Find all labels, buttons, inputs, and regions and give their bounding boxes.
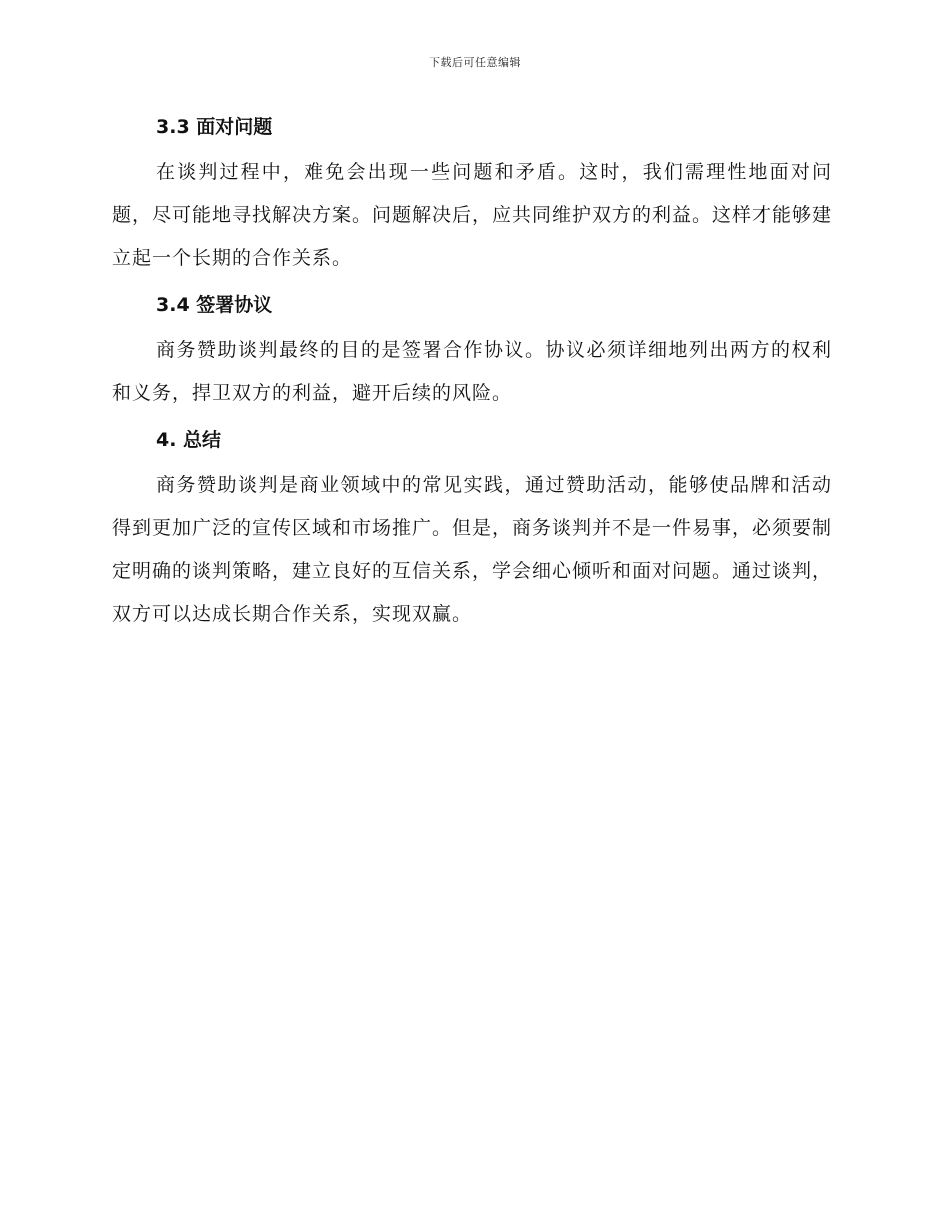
section-paragraph-4: 商务赞助谈判是商业领域中的常见实践，通过赞助活动，能够使品牌和活动得到更加广泛的宣传区域和市场推广。但是，商务谈判并不是一件易事，必须要制定明确的谈判策略，建立良好的互信关系，学会细心倾听和面对问题。通过谈判，双方可以达成长期合作关系，实现双赢。 [112,474,833,625]
section-heading-3-4: 3.4 签署协议 [156,294,273,316]
page-header: 下载后可任意编辑 [429,56,521,69]
section-paragraph-3-4: 商务赞助谈判最终的目的是签署合作协议。协议必须详细地列出两方的权利和义务，捍卫双方的利益，避开后续的风险。 [112,339,832,404]
section-heading-3-3: 3.3 面对问题 [156,116,273,138]
section-heading-4: 4. 总结 [156,429,222,451]
document-body [112,110,832,636]
section-paragraph-3-3: 在谈判过程中，难免会出现一些问题和矛盾。这时，我们需理性地面对问题，尽可能地寻找解决方案。问题解决后，应共同维护双方的利益。这样才能够建立起一个长期的合作关系。 [112,161,833,269]
